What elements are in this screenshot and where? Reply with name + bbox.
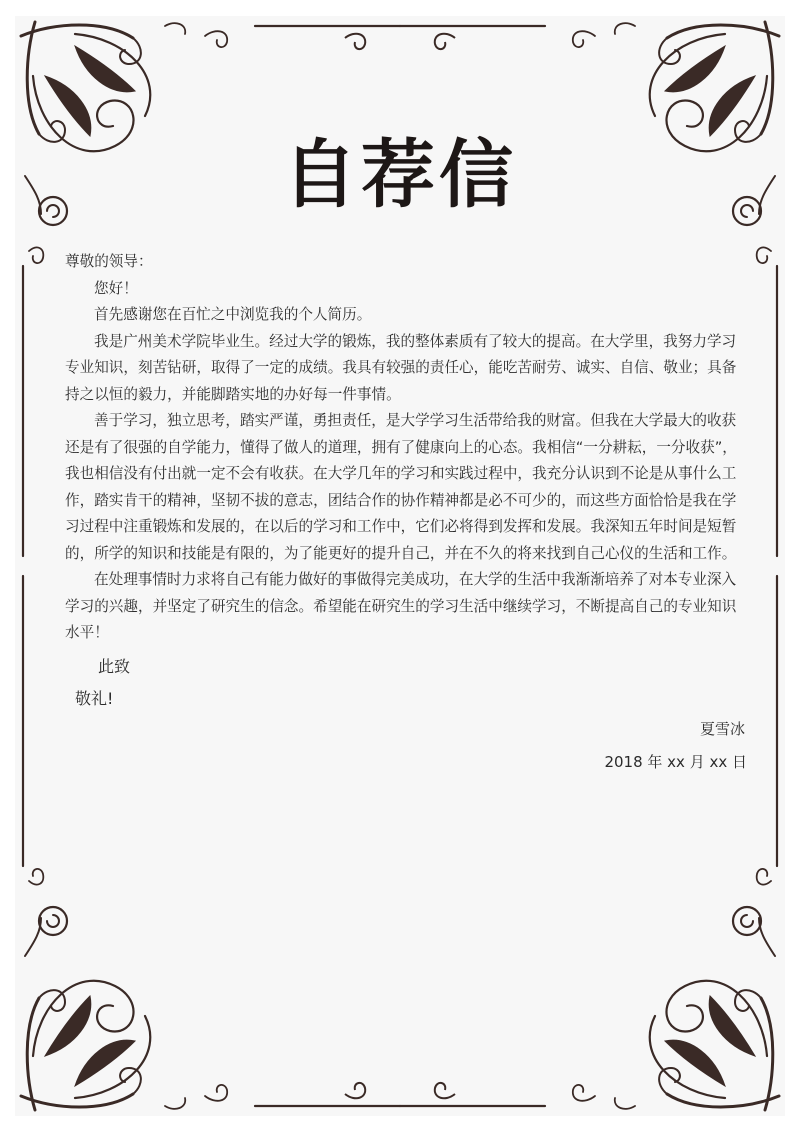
salutation: 尊敬的领导：	[65, 253, 153, 270]
paragraph-4: 在处理事情时力求将自己有能力做好的事做得完美成功，在大学的生活中我渐渐培养了对本专业深入学习的兴趣，并坚定了研究生的信念。希望能在研究生的学习生活中继续学习，不断提高自己的专业知识水平！	[65, 571, 737, 641]
closing-line-2: 敬礼!	[75, 689, 114, 708]
signature-date: 2018 年 xx 月 xx 日	[604, 753, 747, 771]
greeting: 您好！	[94, 279, 138, 297]
signature-name: 夏雪冰	[699, 720, 745, 738]
paragraph-2: 我是广州美术学院毕业生。经过大学的锻炼，我的整体素质有了较大的提高。在大学里，我努力学习专业知识，刻苦钻研，取得了一定的成绩。我具有较强的责任心，能吃苦耐劳、诚实、自信、敬业；具备持之以恒的毅力，并能脚踏实地的办好每一件事情。	[65, 332, 737, 403]
letter-page	[15, 16, 785, 1116]
paragraph-1: 首先感谢您在百忙之中浏览我的个人简历。	[94, 306, 372, 323]
corner-ornament-bottom-right	[400, 576, 779, 1110]
letter-body	[65, 249, 745, 647]
closing-line-1: 此致	[98, 657, 131, 676]
paragraph-3: 善于学习，独立思考，踏实严谨，勇担责任，是大学学习生活带给我的财富。但我在大学最大的收获还是有了很强的自学能力，懂得了做人的道理，拥有了健康向上的心态。我相信“一分耕耘，一分收获”，我也相信没有付出就一定不会有收获。在大学几年的学习和实践过程中，我充分认识到不论是从事什么工作，踏实肯干的精神，坚韧不拔的意志，团结合作的协作精神都是必不可少的，而这些方面恰恰是我在学习过程中注重锻炼和发展的，在以后的学习和工作中，它们必将得到发挥和发展。我深知五年时间是短暂的，所学的知识和技能是有限的，为了能更好的提升自己，并在不久的将来找到自己心仪的生活和工作。	[65, 412, 737, 562]
corner-ornament-bottom-left	[21, 576, 400, 1110]
letter-title: 自荐信	[283, 132, 517, 218]
